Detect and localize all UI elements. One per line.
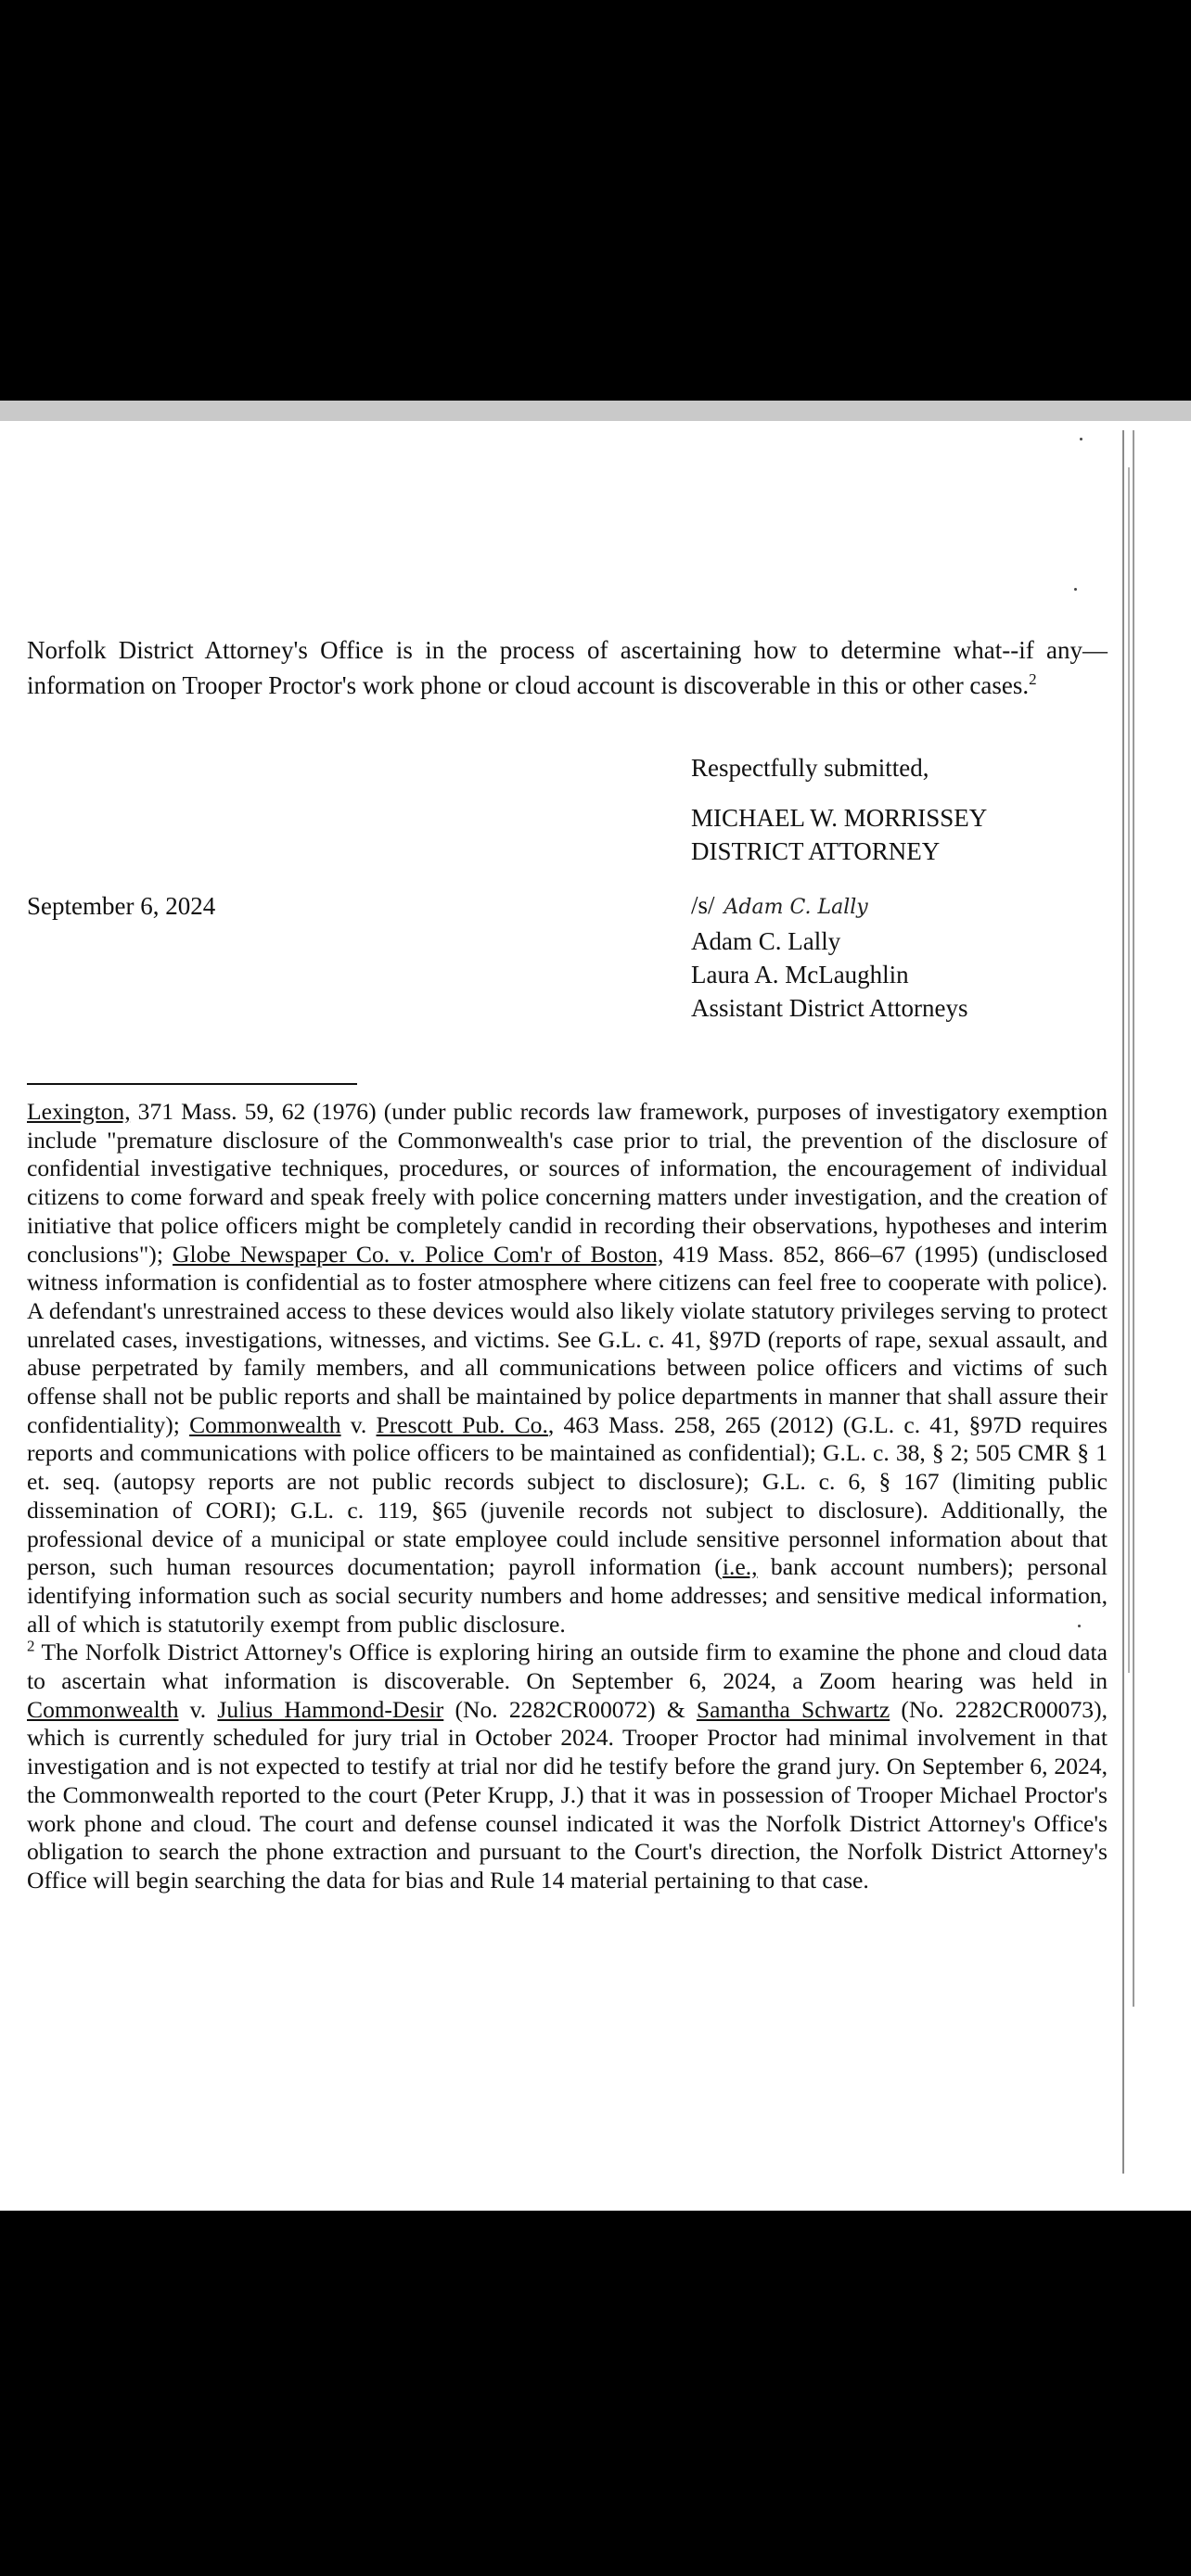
top-black-bar	[0, 0, 1191, 401]
footnote-separator	[27, 1083, 357, 1085]
footnote-marker: 2	[27, 1637, 35, 1655]
footnote-text: bank account numbers); personal identifying information such as social security numbers and home addresses; and sensitive medical information, all of which is statutorily exempt from public disclosure.	[27, 1553, 1108, 1638]
office-name: MICHAEL W. MORRISSEY	[691, 804, 988, 832]
handwritten-signature: Adam C. Lally	[724, 896, 868, 919]
case-citation: Prescott Pub. Co.	[376, 1410, 548, 1438]
footnote-text: (No. 2282CR00072) &	[443, 1695, 697, 1723]
document-page	[0, 421, 1191, 2211]
signer-name-2: Laura A. McLaughlin	[691, 961, 909, 988]
scan-edge-artifact	[1122, 430, 1135, 2183]
footnote-text: , 463 Mass. 258, 265 (2012) (G.L. c. 41, §97D requires reports and communications with police officers to be maintained as confidential); G.L. c. 38, § 2; 505 CMR § 1 et. seq. (autopsy reports are not public records subject to disclosure); G.L. c. 6, § 167 (limiting public dissemination of CORI); G.L. c. 119, §65 (juvenile records not subject to disclosure). Additionally, the professional device of a municipal or state employee could include sensitive personnel information about that person, such human resources documentation; payroll information (	[27, 1410, 1108, 1581]
footnote-text: v.	[340, 1410, 377, 1438]
signatory-office	[691, 801, 987, 868]
footnote-2	[27, 1639, 1108, 1894]
footnote-text: 371 Mass. 59, 62 (1976) (under public records law framework, purposes of investigatory exemption include "premature disclosure of the Commonwealth's case prior to trial, the prevention of the disclosure of confidential investigative techniques, procedures, or sources of information, the encouragement of individual citizens to come forward and speak freely with police concerning matters under investigation, and the creation of initiative that police officers might be completely candid in recording their observations, hypotheses and interim conclusions");	[27, 1098, 1108, 1268]
filing-date: September 6, 2024	[27, 892, 216, 920]
ie-abbrev: i.e.,	[722, 1553, 758, 1581]
footnote-text: v.	[178, 1695, 218, 1723]
bottom-black-bar	[0, 2211, 1191, 2576]
scan-speck	[1080, 438, 1082, 440]
page-top-divider	[0, 401, 1191, 421]
footnote-text: 419 Mass. 852, 866–67 (1995) (undisclosed witness information is confidential as to foster atmosphere where citizens can feel free to cooperate with police). A defendant's unrestrained access to these devices would also likely violate statutory privileges serving to protect unrelated cases, investigations, witnesses, and victims. See G.L. c. 41, §97D (reports of rape, sexual assault, and abuse perpetrated by family members, and all communications between police officers and victims of such offense shall not be public reports and shall be maintained by police departments in manner that shall assure their confidentiality);	[27, 1240, 1108, 1438]
footnote-ref: 2	[1029, 670, 1037, 688]
signer-name-1: Adam C. Lally	[691, 927, 841, 955]
body-text: Norfolk District Attorney's Office is in the process of ascertaining how to determine what--if any—information on Trooper Proctor's work phone or cloud account is discoverable in this or other cases.	[27, 636, 1108, 699]
case-citation: Commonwealth	[189, 1410, 341, 1438]
case-citation: Globe Newspaper Co. v. Police Com'r of Boston,	[173, 1240, 664, 1268]
footnote-1	[27, 1098, 1108, 1639]
footnotes	[27, 1098, 1108, 1895]
signature-line	[691, 888, 968, 925]
closing: Respectfully submitted,	[691, 754, 929, 782]
body-paragraph	[27, 632, 1108, 703]
footnote-text: The Norfolk District Attorney's Office is exploring hiring an outside firm to examine the phone and cloud data to ascertain what information is discoverable. On September 6, 2024, a Zoom hearing was held in	[27, 1639, 1108, 1695]
signer-role: Assistant District Attorneys	[691, 994, 968, 1022]
footnote-text: (No. 2282CR00073), which is currently scheduled for jury trial in October 2024. Trooper Proctor had minimal involvement in that investigation and is not expected to testify at trial nor did he testify before the grand jury. On September 6, 2024, the Commonwealth reported to the court (Peter Krupp, J.) that it was in possession of Trooper Michael Proctor's work phone and cloud. The court and defense counsel indicated it was the Norfolk District Attorney's Office's obligation to search the phone extraction and pursuant to the Court's direction, the Norfolk District Attorney's Office will begin searching the data for bias and Rule 14 material pertaining to that case.	[27, 1695, 1108, 1894]
office-title: DISTRICT ATTORNEY	[691, 837, 941, 865]
signature-prefix: /s/	[691, 891, 715, 919]
case-citation: Lexington,	[27, 1098, 131, 1125]
signature-block	[691, 888, 968, 1025]
case-citation: Julius Hammond-Desir	[217, 1695, 444, 1723]
case-citation: Samantha Schwartz	[696, 1695, 890, 1723]
case-citation: Commonwealth	[27, 1695, 179, 1723]
scan-speck	[1074, 588, 1077, 591]
